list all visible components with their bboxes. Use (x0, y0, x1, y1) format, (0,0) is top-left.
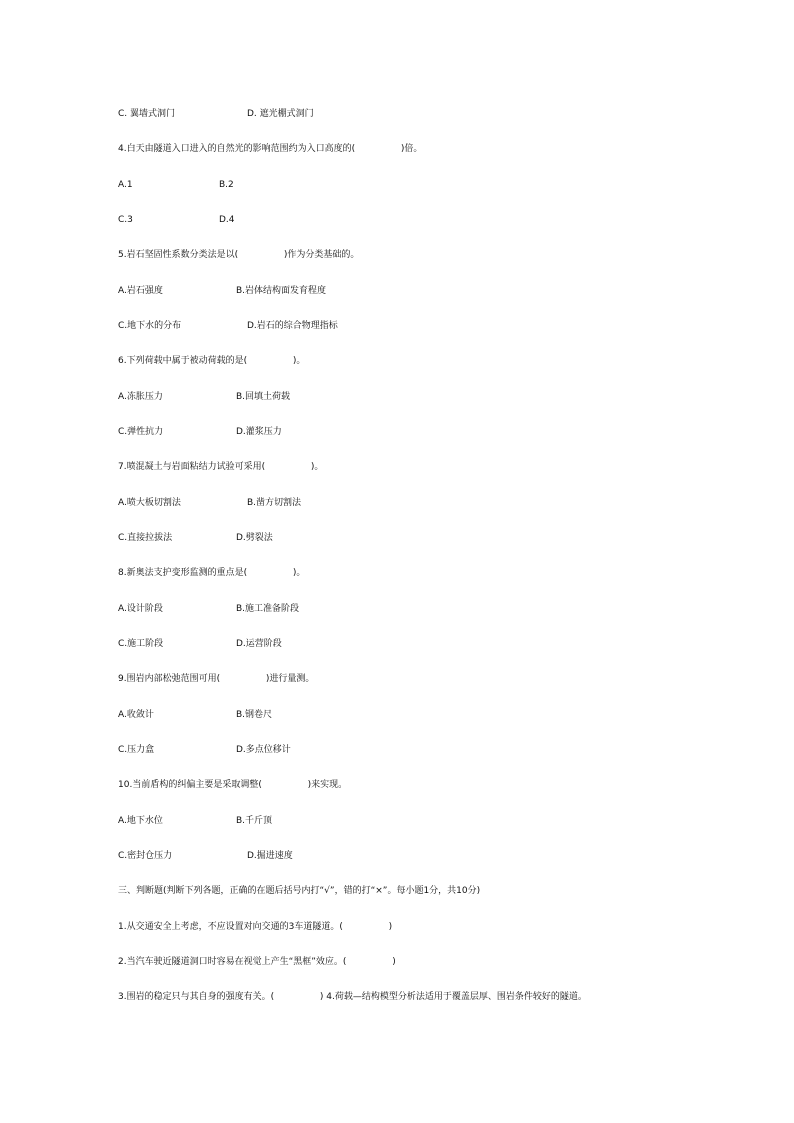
q6-stem: 6.下列荷载中属于被动荷载的是( )。 (118, 356, 306, 366)
tf-question-1: 1.从交通安全上考虑，不应设置对向交通的3车道隧道。( ) (118, 922, 393, 932)
q10-stem: 10.当前盾构的纠偏主要是采取调整( )来实现。 (118, 780, 348, 790)
q9-option-b: B.钢卷尺 (236, 710, 273, 720)
q8-option-d: D.运营阶段 (236, 639, 282, 649)
q10-option-a: A.地下水位 (118, 816, 163, 826)
q10-option-b: B.千斤顶 (236, 816, 273, 826)
q4-stem: 4.白天由隧道入口进入的自然光的影响范围约为入口高度的( )倍。 (118, 144, 423, 154)
q10-option-d: D.掘进速度 (247, 851, 293, 861)
tf-question-3-4: 3.围岩的稳定只与其自身的强度有关。( ) 4.荷载—结构模型分析法适用于覆盖层厚、围岩条件较好的隧道。 (118, 992, 587, 1002)
q6-option-a: A.冻胀压力 (118, 392, 163, 402)
q9-option-d: D.多点位移计 (236, 745, 291, 755)
q6-option-d: D.灌浆压力 (236, 427, 282, 437)
q5-option-c: C.地下水的分布 (118, 321, 182, 331)
q5-option-b: B.岩体结构面发育程度 (236, 286, 327, 296)
section3-heading: 三、判断题(判断下列各题，正确的在题后括号内打“√”，错的打“×”。每小题1分，共10分) (118, 886, 481, 896)
q7-option-b: B.凿方切割法 (247, 498, 302, 508)
tf-question-2: 2.当汽车驶近隧道洞口时容易在视觉上产生“黑框”效应。( ) (118, 957, 396, 967)
q8-option-a: A.设计阶段 (118, 604, 163, 614)
q8-option-c: C.施工阶段 (118, 639, 164, 649)
q5-stem: 5.岩石坚固性系数分类法是以( )作为分类基础的。 (118, 250, 360, 260)
q10-option-c: C.密封仓压力 (118, 851, 173, 861)
q7-option-d: D.劈裂法 (236, 533, 273, 543)
q6-option-b: B.回填土荷载 (236, 392, 291, 402)
q4-option-a: A.1 (118, 180, 133, 190)
q9-stem: 9.围岩内部松弛范围可用( )进行量测。 (118, 674, 315, 684)
q8-stem: 8.新奥法支护变形监测的重点是( )。 (118, 568, 306, 578)
q6-option-c: C.弹性抗力 (118, 427, 164, 437)
q3-option-c: C. 翼墙式洞门 (118, 109, 176, 119)
q4-option-c: C.3 (118, 215, 133, 225)
q4-option-b: B.2 (219, 180, 234, 190)
q7-option-a: A.喷大板切割法 (118, 498, 181, 508)
q9-option-c: C.压力盒 (118, 745, 155, 755)
q9-option-a: A.收敛计 (118, 710, 154, 720)
q5-option-d: D.岩石的综合物理指标 (247, 321, 338, 331)
q7-stem: 7.喷混凝土与岩面粘结力试验可采用( )。 (118, 462, 324, 472)
q7-option-c: C.直接拉拔法 (118, 533, 173, 543)
q8-option-b: B.施工准备阶段 (236, 604, 300, 614)
q4-option-d: D.4 (219, 215, 235, 225)
q3-option-d: D. 遮光棚式洞门 (247, 109, 314, 119)
q5-option-a: A.岩石强度 (118, 286, 163, 296)
